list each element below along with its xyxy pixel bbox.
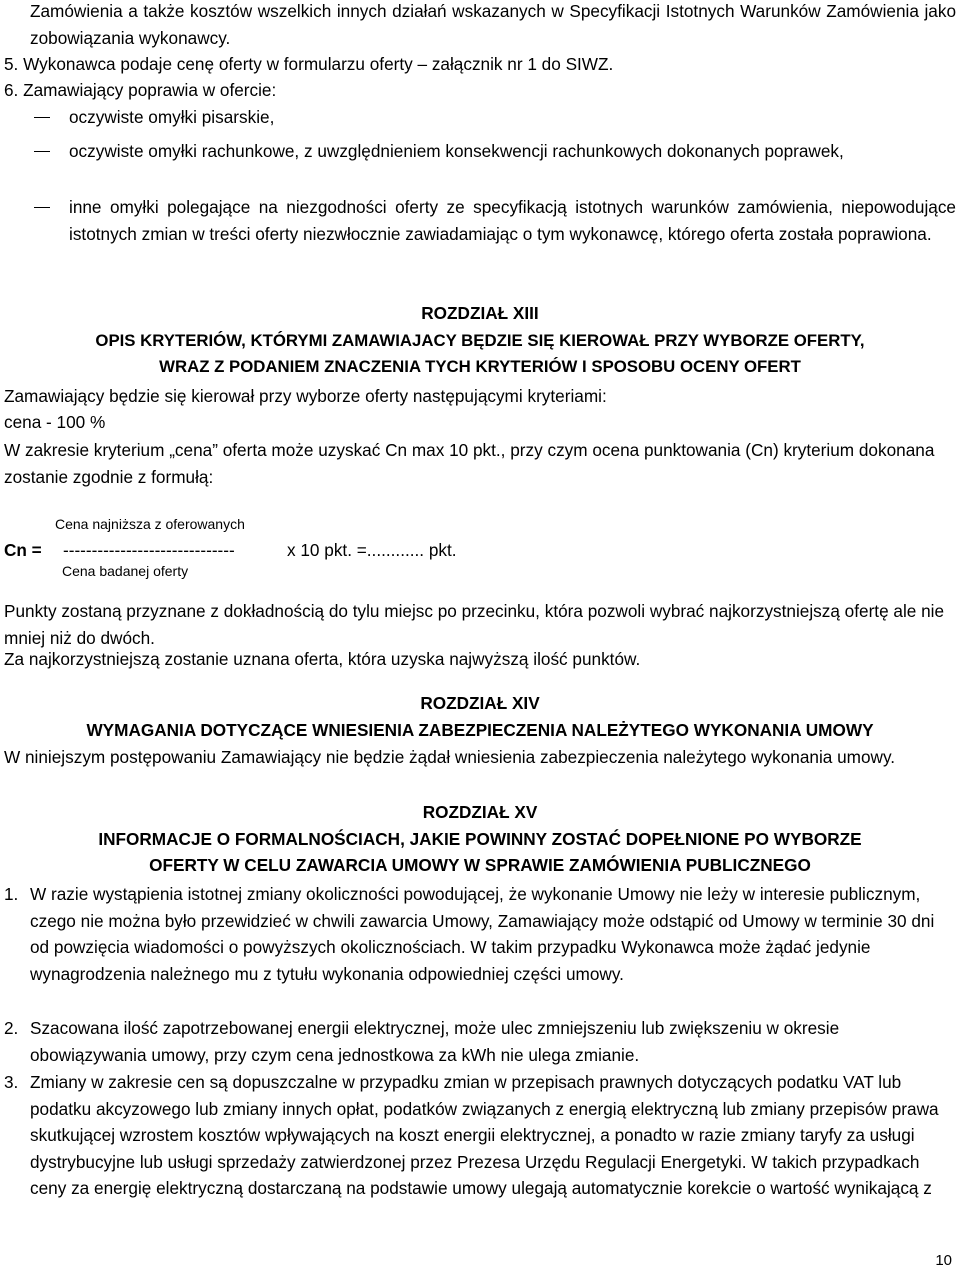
continuation-paragraph: Zamówienia a także kosztów wszelkich innych działań wskazanych w Specyfikacji Istotnych Warunków Zamówienia jako zobowiązania wykonawcy. <box>30 1 956 48</box>
paragraph: Zamawiający będzie się kierował przy wyborze oferty następującymi kryteriami: <box>4 386 607 406</box>
list-item: Zmiany w zakresie cen są dopuszczalne w przypadku zmian w przepisach prawnych dotyczących podatku VAT lub podatku akcyzowego lub zmiany innych opłat, podatków związanych z energią elektryczną lub zmiany przepisów prawa skutkującej wzrostem kosztów wpływających na koszt energii elektrycznej, a ponadto w razie zmiany taryfy za usługi dystrybucyjne lub usługi sprzedaży zatwierdzonej przez Prezesa Urzędu Regulacji Energetyki. W takich przypadkach ceny za energię elektryczną dostarczaną na podstawie umowy ulegają automatycznie korekcie o wartość wynikającą z <box>30 1072 939 1198</box>
list-number: 3. <box>4 1072 19 1092</box>
chapter-title-line: WYMAGANIA DOTYCZĄCE WNIESIENIA ZABEZPIECZENIA NALEŻYTEGO WYKONANIA UMOWY <box>86 720 874 740</box>
dash-bullet-icon <box>34 207 50 208</box>
formula-numerator: Cena najniższa z oferowanych <box>55 516 245 532</box>
bullet-item: oczywiste omyłki pisarskie, <box>69 107 275 127</box>
chapter-heading: ROZDZIAŁ XIII <box>421 303 539 323</box>
paragraph: Punkty zostaną przyznane z dokładnością do tylu miejsc po przecinku, która pozwoli wybrać najkorzystniejszą ofertę ale nie mniej niż do dwóch. <box>4 601 945 648</box>
chapter-title-line: OPIS KRYTERIÓW, KTÓRYMI ZAMAWIAJACY BĘDZIE SIĘ KIEROWAŁ PRZY WYBORZE OFERTY, <box>95 331 865 350</box>
list-number: 1. <box>4 884 19 904</box>
chapter-title-line: OFERTY W CELU ZAWARCIA UMOWY W SPRAWIE ZAMÓWIENIA PUBLICZNEGO <box>149 855 811 875</box>
bullet-item: inne omyłki polegające na niezgodności oferty ze specyfikacją istotnych warunków zamówienia, niepowodujące istotnych zmian w treści oferty niezwłocznie zawiadamiając o tym wykonawcę, którego oferta została poprawiona. <box>69 197 956 244</box>
formula-lhs: Cn = <box>4 540 42 560</box>
bullet-item: oczywiste omyłki rachunkowe, z uwzględnieniem konsekwencji rachunkowych dokonanych poprawek, <box>69 141 844 161</box>
dash-bullet-icon <box>34 117 50 118</box>
paragraph: Za najkorzystniejszą zostanie uznana oferta, która uzyska najwyższą ilość punktów. <box>4 649 641 669</box>
paragraph: W niniejszym postępowaniu Zamawiający nie będzie żądał wniesienia zabezpieczenia należytego wykonania umowy. <box>4 747 896 767</box>
list-item: Szacowana ilość zapotrzebowanej energii elektrycznej, może ulec zmniejszeniu lub zwiększeniu w okresie obowiązywania umowy, przy czym cena jednostkowa za kWh nie ulega zmianie. <box>30 1018 840 1065</box>
chapter-heading: ROZDZIAŁ XV <box>422 802 538 822</box>
dash-bullet-icon <box>34 151 50 152</box>
list-item-5: 5. Wykonawca podaje cenę oferty w formularzu oferty – załącznik nr 1 do SIWZ. <box>4 54 614 74</box>
paragraph: W zakresie kryterium „cena” oferta może uzyskać Cn max 10 pkt., przy czym ocena punktowania (Cn) kryterium dokonana zostanie zgodnie z formułą: <box>4 440 935 487</box>
chapter-title-line: INFORMACJE O FORMALNOŚCIACH, JAKIE POWINNY ZOSTAĆ DOPEŁNIONE PO WYBORZE <box>98 829 862 849</box>
list-number: 2. <box>4 1018 19 1038</box>
formula-denominator: Cena badanej oferty <box>62 563 189 579</box>
chapter-title-line: WRAZ Z PODANIEM ZNACZENIA TYCH KRYTERIÓW I SPOSOBU OCENY OFERT <box>159 357 801 376</box>
list-item-6: 6. Zamawiający poprawia w ofercie: <box>4 80 277 100</box>
page-number: 10 <box>935 1252 952 1269</box>
list-item: W razie wystąpienia istotnej zmiany okoliczności powodującej, że wykonanie Umowy nie leży w interesie publicznym, czego nie można było przewidzieć w chwili zawarcia Umowy, Zamawiający może odstąpić od Umowy w terminie 30 dni od powzięcia wiadomości o powyższych okolicznościach. W takim przypadku Wykonawca może żądać jedynie wynagrodzenia należnego mu z tytułu wykonania odpowiedniej części umowy. <box>30 884 935 984</box>
chapter-heading: ROZDZIAŁ XIV <box>420 693 540 713</box>
formula-rhs: x 10 pkt. =............ pkt. <box>287 540 457 560</box>
formula-fraction-bar: ------------------------------ <box>63 540 235 560</box>
paragraph: cena - 100 % <box>4 412 106 432</box>
